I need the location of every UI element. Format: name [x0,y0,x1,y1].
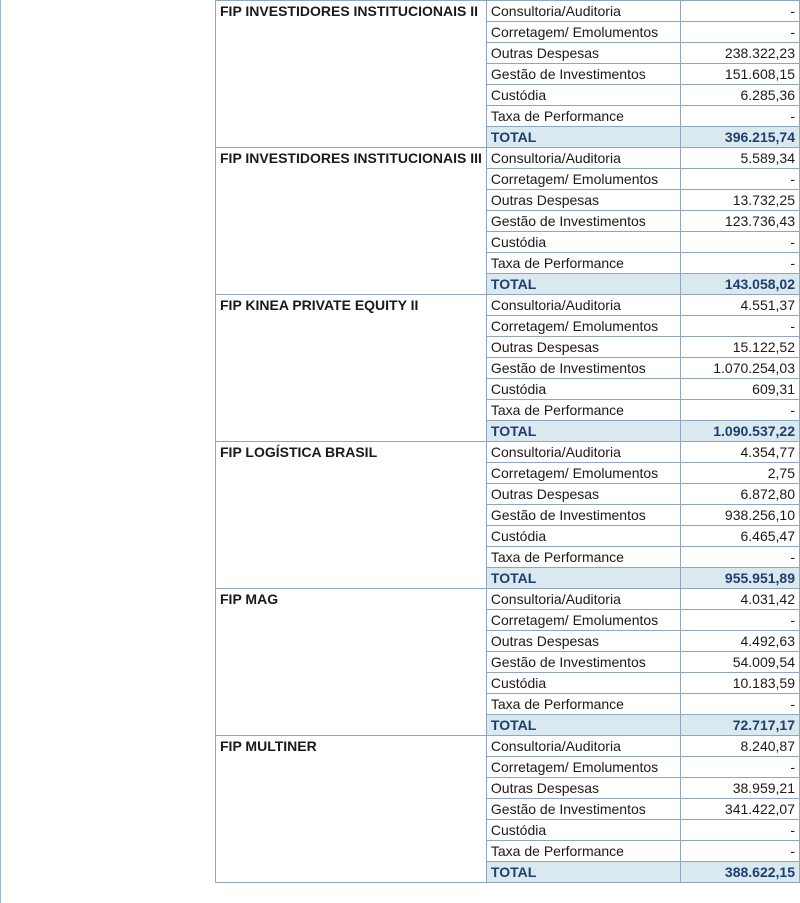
expense-value: - [681,841,800,862]
expense-category: Custódia [486,820,680,841]
fund-expenses-body [216,1,800,883]
expense-value: 609,31 [681,379,800,400]
expense-value: - [681,400,800,421]
expense-value: - [681,253,800,274]
expense-category: Custódia [486,526,680,547]
expense-category: Consultoria/Auditoria [486,589,680,610]
expense-value: 6.465,47 [681,526,800,547]
expense-value: - [681,232,800,253]
expense-value: 4.551,37 [681,295,800,316]
expense-value: - [681,820,800,841]
expense-category: Outras Despesas [486,484,680,505]
expense-value: - [681,547,800,568]
expense-value: 4.354,77 [681,442,800,463]
table-row [216,589,800,610]
expense-category: Custódia [486,232,680,253]
fund-name: FIP INVESTIDORES INSTITUCIONAIS III [216,148,487,295]
expense-value: - [681,169,800,190]
expense-category: Outras Despesas [486,778,680,799]
table-row [216,1,800,22]
expense-category: Gestão de Investimentos [486,505,680,526]
expense-category: Taxa de Performance [486,547,680,568]
expense-value: - [681,106,800,127]
expense-value: 1.070.254,03 [681,358,800,379]
total-label: TOTAL [486,862,680,883]
expense-category: Outras Despesas [486,631,680,652]
expense-category: Taxa de Performance [486,694,680,715]
expense-category: Corretagem/ Emolumentos [486,316,680,337]
expense-category: Outras Despesas [486,43,680,64]
expense-value: - [681,694,800,715]
expense-category: Taxa de Performance [486,253,680,274]
fund-name: FIP LOGÍSTICA BRASIL [216,442,487,589]
expense-value: - [681,316,800,337]
expense-value: 2,75 [681,463,800,484]
expense-category: Consultoria/Auditoria [486,736,680,757]
total-value: 396.215,74 [681,127,800,148]
fund-name: FIP KINEA PRIVATE EQUITY II [216,295,487,442]
expense-value: 238.322,23 [681,43,800,64]
expense-category: Taxa de Performance [486,400,680,421]
total-value: 388.622,15 [681,862,800,883]
total-label: TOTAL [486,715,680,736]
expense-category: Consultoria/Auditoria [486,442,680,463]
expense-category: Gestão de Investimentos [486,211,680,232]
expense-category: Gestão de Investimentos [486,799,680,820]
expense-value: 151.608,15 [681,64,800,85]
expense-value: 938.256,10 [681,505,800,526]
expense-category: Outras Despesas [486,337,680,358]
expense-category: Custódia [486,379,680,400]
expense-value: 123.736,43 [681,211,800,232]
expense-value: 5.589,34 [681,148,800,169]
expense-value: 15.122,52 [681,337,800,358]
total-value: 72.717,17 [681,715,800,736]
fund-name: FIP MULTINER [216,736,487,883]
expense-category: Gestão de Investimentos [486,652,680,673]
expense-category: Consultoria/Auditoria [486,1,680,22]
fund-name: FIP MAG [216,589,487,736]
expense-value: - [681,1,800,22]
total-label: TOTAL [486,568,680,589]
table-row [216,442,800,463]
expense-category: Consultoria/Auditoria [486,148,680,169]
left-border-line [0,0,1,903]
expense-value: 38.959,21 [681,778,800,799]
expense-category: Corretagem/ Emolumentos [486,169,680,190]
expense-category: Corretagem/ Emolumentos [486,22,680,43]
expense-value: 6.872,80 [681,484,800,505]
expense-category: Corretagem/ Emolumentos [486,610,680,631]
total-label: TOTAL [486,127,680,148]
table-row [216,295,800,316]
expense-category: Corretagem/ Emolumentos [486,463,680,484]
total-value: 1.090.537,22 [681,421,800,442]
expense-category: Custódia [486,85,680,106]
table-row [216,736,800,757]
expense-value: 4.492,63 [681,631,800,652]
expense-category: Custódia [486,673,680,694]
expense-category: Taxa de Performance [486,841,680,862]
expense-category: Outras Despesas [486,190,680,211]
total-label: TOTAL [486,274,680,295]
expense-value: 6.285,36 [681,85,800,106]
expense-category: Gestão de Investimentos [486,358,680,379]
expense-value: 8.240,87 [681,736,800,757]
expense-value: 54.009,54 [681,652,800,673]
total-value: 143.058,02 [681,274,800,295]
expense-value: - [681,22,800,43]
table-row [216,148,800,169]
fund-expenses-table [215,0,800,883]
expense-category: Gestão de Investimentos [486,64,680,85]
total-value: 955.951,89 [681,568,800,589]
expense-value: 4.031,42 [681,589,800,610]
expense-category: Taxa de Performance [486,106,680,127]
expense-category: Corretagem/ Emolumentos [486,757,680,778]
expense-value: 13.732,25 [681,190,800,211]
expense-value: 10.183,59 [681,673,800,694]
expense-value: 341.422,07 [681,799,800,820]
expense-value: - [681,757,800,778]
total-label: TOTAL [486,421,680,442]
expense-category: Consultoria/Auditoria [486,295,680,316]
fund-name: FIP INVESTIDORES INSTITUCIONAIS II [216,1,487,148]
expense-value: - [681,610,800,631]
